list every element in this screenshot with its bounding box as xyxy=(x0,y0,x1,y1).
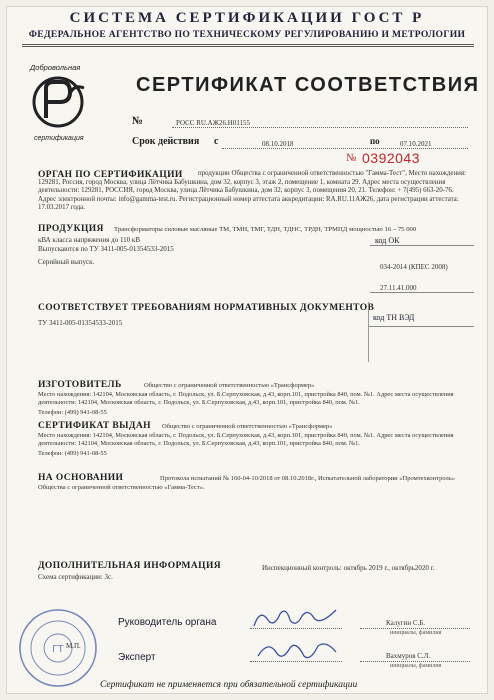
manufacturer-address: Место нахождения: 142104, Московская область, г. Подольск, ул. Б.Серпуховская, д.43, корп.101, пристройка 840, пом. №1. Адрес места осуществления деятельности: 142104, Московская область, г. Подольск, ул. Б.Серпуховская, д.43, корп.101, пристройка 840, пом. №1. xyxy=(38,391,454,407)
expert-label: Эксперт xyxy=(118,652,156,663)
basis-label: НА ОСНОВАНИИ xyxy=(38,473,124,483)
manufacturer-phone: Телефон: (499) 941-08-55 xyxy=(38,409,107,416)
number-label: № xyxy=(132,115,144,127)
divider xyxy=(368,302,369,362)
validity-from-label: с xyxy=(214,136,219,147)
head-label: Руководитель органа xyxy=(118,617,217,628)
expert-name-line xyxy=(360,661,470,662)
expert-name-hint: инициалы, фамилия xyxy=(390,663,442,669)
okp-code-1: 034-2014 (КПЕС 2008) xyxy=(380,263,448,271)
validity-to-label: по xyxy=(370,136,380,146)
divider xyxy=(370,245,474,246)
organ-label: ОРГАН ПО СЕРТИФИКАЦИИ xyxy=(38,170,183,180)
stamp-center-text: ГТ xyxy=(52,644,64,655)
number-underline xyxy=(172,127,468,128)
issued-name: Общество с ограниченной ответственностью «Трансформер» xyxy=(162,423,333,430)
product-line-3: Выпускаются по ТУ 3411-005-01354533-2015 xyxy=(38,245,174,253)
validity-to-date: 07.10.2021 xyxy=(400,140,432,148)
divider xyxy=(22,46,474,47)
product-line-2: кВА класса напряжения до 110 кВ xyxy=(38,236,141,244)
logo-top-text: Добровольная xyxy=(30,63,81,72)
product-line-1: Трансформаторы силовые масляные ТМ, ТМН, ТМГ, ТДН, ТДНС, ТРДН, ТРМПД мощностью 16 – 75 000 xyxy=(114,226,417,233)
additional-info-label: ДОПОЛНИТЕЛЬНАЯ ИНФОРМАЦИЯ xyxy=(38,561,222,571)
serial-prefix: № xyxy=(346,152,357,164)
certificate-number: РОСС RU.АЖ26.H01155 xyxy=(176,119,251,127)
divider xyxy=(368,326,474,327)
okp-code-2: 27.11.41.000 xyxy=(380,284,417,292)
okp-label: код ОК xyxy=(375,236,400,245)
organ-stamp xyxy=(18,608,98,688)
product-label: ПРОДУКЦИЯ xyxy=(38,224,104,234)
certification-scheme: Схема сертификации: 3с. xyxy=(38,573,113,581)
footer-note: Сертификат не применяется при обязательной сертификации xyxy=(100,680,358,690)
issued-label: СЕРТИФИКАТ ВЫДАН xyxy=(38,421,151,431)
validity-from-date: 08.10.2018 xyxy=(262,140,294,148)
issued-address: Место нахождения: 142104, Московская область, г. Подольск, ул. Б.Серпуховская, д.43, корп.101, пристройка 840, пом. №1. Адрес места осуществления деятельности: 142104, Московская область, г. Подольск, ул. Б.Серпуховская, д.43, корп.101, пристройка 840, пом. №1. xyxy=(38,432,454,448)
certificate-title: СЕРТИФИКАТ СООТВЕТСТВИЯ xyxy=(136,74,480,96)
seal-place: М.П. xyxy=(66,642,81,650)
head-name-hint: инициалы, фамилия xyxy=(390,630,442,636)
basis-text: Протокола испытаний № 160-04-10/2018 от 08.10.2018г., Испытательной лаборатории «Промтехконтроль» Общества с ограниченной ответственностью «Гамма-Тест». xyxy=(38,475,455,491)
head-signature xyxy=(250,604,340,632)
validity-label: Срок действия xyxy=(132,136,200,147)
product-line-4: Серийный выпуск. xyxy=(38,258,95,266)
tnved-label: код ТН ВЭД xyxy=(373,313,415,322)
divider xyxy=(22,44,474,45)
system-title: СИСТЕМА СЕРТИФИКАЦИИ ГОСТ Р xyxy=(69,10,425,26)
conformity-label: СООТВЕТСТВУЕТ ТРЕБОВАНИЯМ НОРМАТИВНЫХ ДОКУМЕНТОВ xyxy=(38,303,375,313)
normative-document: ТУ 3411-005-01354533-2015 xyxy=(38,319,123,327)
issued-phone: Телефон: (499) 941-08-55 xyxy=(38,450,107,457)
agency-title: ФЕДЕРАЛЬНОЕ АГЕНТСТВО ПО ТЕХНИЧЕСКОМУ РЕГУЛИРОВАНИЮ И МЕТРОЛОГИИ xyxy=(28,29,466,40)
manufacturer-label: ИЗГОТОВИТЕЛЬ xyxy=(38,380,122,390)
expert-name: Вахмуров С.Л. xyxy=(386,652,431,660)
divider xyxy=(370,292,474,293)
logo-bottom-text: сертификация xyxy=(34,135,84,142)
head-name: Калугин С.Б. xyxy=(386,619,426,627)
manufacturer-name: Общество с ограниченной ответственностью «Трансформер» xyxy=(144,382,315,389)
inspection-control: Инспекционный контроль: октябрь 2019 г., октябрь2020 г. xyxy=(262,564,435,572)
expert-signature xyxy=(254,638,340,664)
head-name-line xyxy=(360,628,470,629)
serial-number: 0392043 xyxy=(362,150,421,166)
organ-text: продукции Общества с ограниченной ответственностью "Гамма-Тест", Место нахождения: 129281, Россия, город Москва, улица Лётчика Бабушкина, дом 32, корпус 3, этаж 2, помещение 1, комната 29. Адрес места осуществления деятельности: 129281, РОССИЯ, город Москва, улица Лётчика Бабушкина, дом 32, корпус 3, помещения 20, 21. Телефон: + 7(495) 663-20-76. Адрес электронной почты: info@gamma-test.ru. Регистрационный номер аттестата аккредитации: RA.RU.11АЖ26, дата регистрации аттестата: 17.03.2017 года. xyxy=(38,170,466,212)
gost-voluntary-certification-logo xyxy=(28,60,118,144)
validity-underline xyxy=(222,148,468,149)
